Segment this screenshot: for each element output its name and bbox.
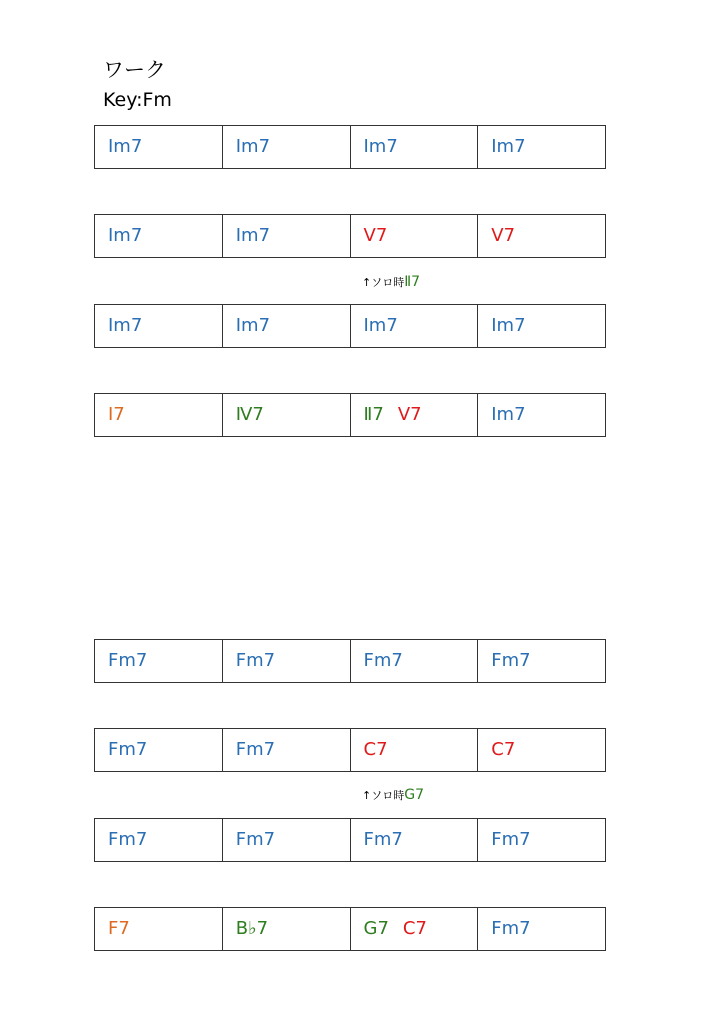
chord-symbol: Fm7 — [235, 739, 276, 760]
chord-symbol: Fm7 — [491, 918, 531, 939]
chord-symbol: Ⅴ7 — [397, 404, 422, 425]
chord-cell — [95, 126, 222, 168]
solo-note-chord: Ⅱ7 — [404, 274, 421, 290]
chord-cell — [350, 819, 478, 861]
progression-row — [94, 907, 606, 951]
chord-cell — [222, 908, 350, 950]
chord-symbol: Ⅰm7 — [363, 136, 398, 157]
chord-symbol: Fm7 — [235, 650, 276, 671]
chord-symbol: B♭7 — [235, 918, 269, 939]
chord-symbol: Ⅰm7 — [491, 315, 526, 336]
progression-row — [94, 818, 606, 862]
chord-symbol: Ⅰm7 — [108, 136, 143, 157]
chord-symbol: Ⅴ7 — [363, 225, 388, 246]
chord-symbol: Fm7 — [108, 650, 148, 671]
chord-cell — [350, 215, 478, 257]
chord-cell — [222, 126, 350, 168]
chord-cell — [95, 215, 222, 257]
chord-cell — [477, 215, 605, 257]
chord-symbol: Ⅰm7 — [235, 315, 271, 336]
page-title: ワーク — [103, 58, 166, 82]
chord-cell — [222, 394, 350, 436]
chord-cell — [222, 215, 350, 257]
chord-cell — [95, 305, 222, 347]
chord-symbol: G7 — [363, 918, 389, 939]
progression-row — [94, 393, 606, 437]
chord-symbol: Ⅴ7 — [491, 225, 516, 246]
chord-symbol: Ⅰm7 — [491, 136, 526, 157]
chord-symbol: Ⅰm7 — [491, 404, 526, 425]
chord-cell — [350, 640, 478, 682]
chord-cell — [222, 640, 350, 682]
chord-symbol: Ⅰm7 — [108, 315, 143, 336]
chord-symbol: Fm7 — [108, 829, 148, 850]
solo-note-chord: G7 — [404, 787, 424, 803]
chord-cell — [95, 729, 222, 771]
chord-symbol: Ⅰm7 — [108, 225, 143, 246]
chord-symbol: C7 — [491, 739, 516, 760]
chord-cell — [95, 640, 222, 682]
key-signature: Key:Fm — [103, 89, 172, 111]
solo-note — [362, 274, 420, 291]
chord-cell — [350, 305, 478, 347]
progression-row — [94, 214, 606, 258]
chord-cell — [350, 126, 478, 168]
chord-symbol: Ⅰ7 — [108, 404, 125, 425]
chord-symbol: Fm7 — [235, 829, 276, 850]
solo-note-prefix: ↑ソロ時 — [362, 276, 405, 289]
progression-row — [94, 304, 606, 348]
chord-symbol: Ⅳ7 — [235, 404, 264, 425]
chord-cell — [477, 305, 605, 347]
chord-cell — [350, 394, 478, 436]
chord-cell — [95, 394, 222, 436]
progression-row — [94, 639, 606, 683]
solo-note — [362, 787, 424, 804]
chord-symbol: C7 — [363, 739, 388, 760]
chord-symbol: Ⅰm7 — [235, 225, 271, 246]
chord-cell — [477, 729, 605, 771]
progression-row — [94, 125, 606, 169]
chord-cell — [477, 908, 605, 950]
chord-symbol: Ⅱ7 — [363, 404, 384, 425]
chord-symbol: Ⅰm7 — [235, 136, 271, 157]
chord-cell — [477, 126, 605, 168]
progression-row — [94, 728, 606, 772]
chord-symbol: Ⅰm7 — [363, 315, 398, 336]
chord-cell — [95, 819, 222, 861]
chord-symbol: Fm7 — [108, 739, 148, 760]
chord-cell — [222, 729, 350, 771]
solo-note-prefix: ↑ソロ時 — [362, 789, 405, 802]
chord-cell — [477, 640, 605, 682]
chord-symbol: F7 — [108, 918, 130, 939]
chord-cell — [95, 908, 222, 950]
chord-cell — [222, 819, 350, 861]
chord-cell — [477, 819, 605, 861]
chord-symbol: C7 — [402, 918, 427, 939]
chord-cell — [350, 908, 478, 950]
chord-symbol: Fm7 — [491, 829, 531, 850]
chord-cell — [350, 729, 478, 771]
chord-symbol: Fm7 — [363, 650, 403, 671]
chord-cell — [222, 305, 350, 347]
chord-symbol: Fm7 — [363, 829, 403, 850]
chord-cell — [477, 394, 605, 436]
chord-symbol: Fm7 — [491, 650, 531, 671]
